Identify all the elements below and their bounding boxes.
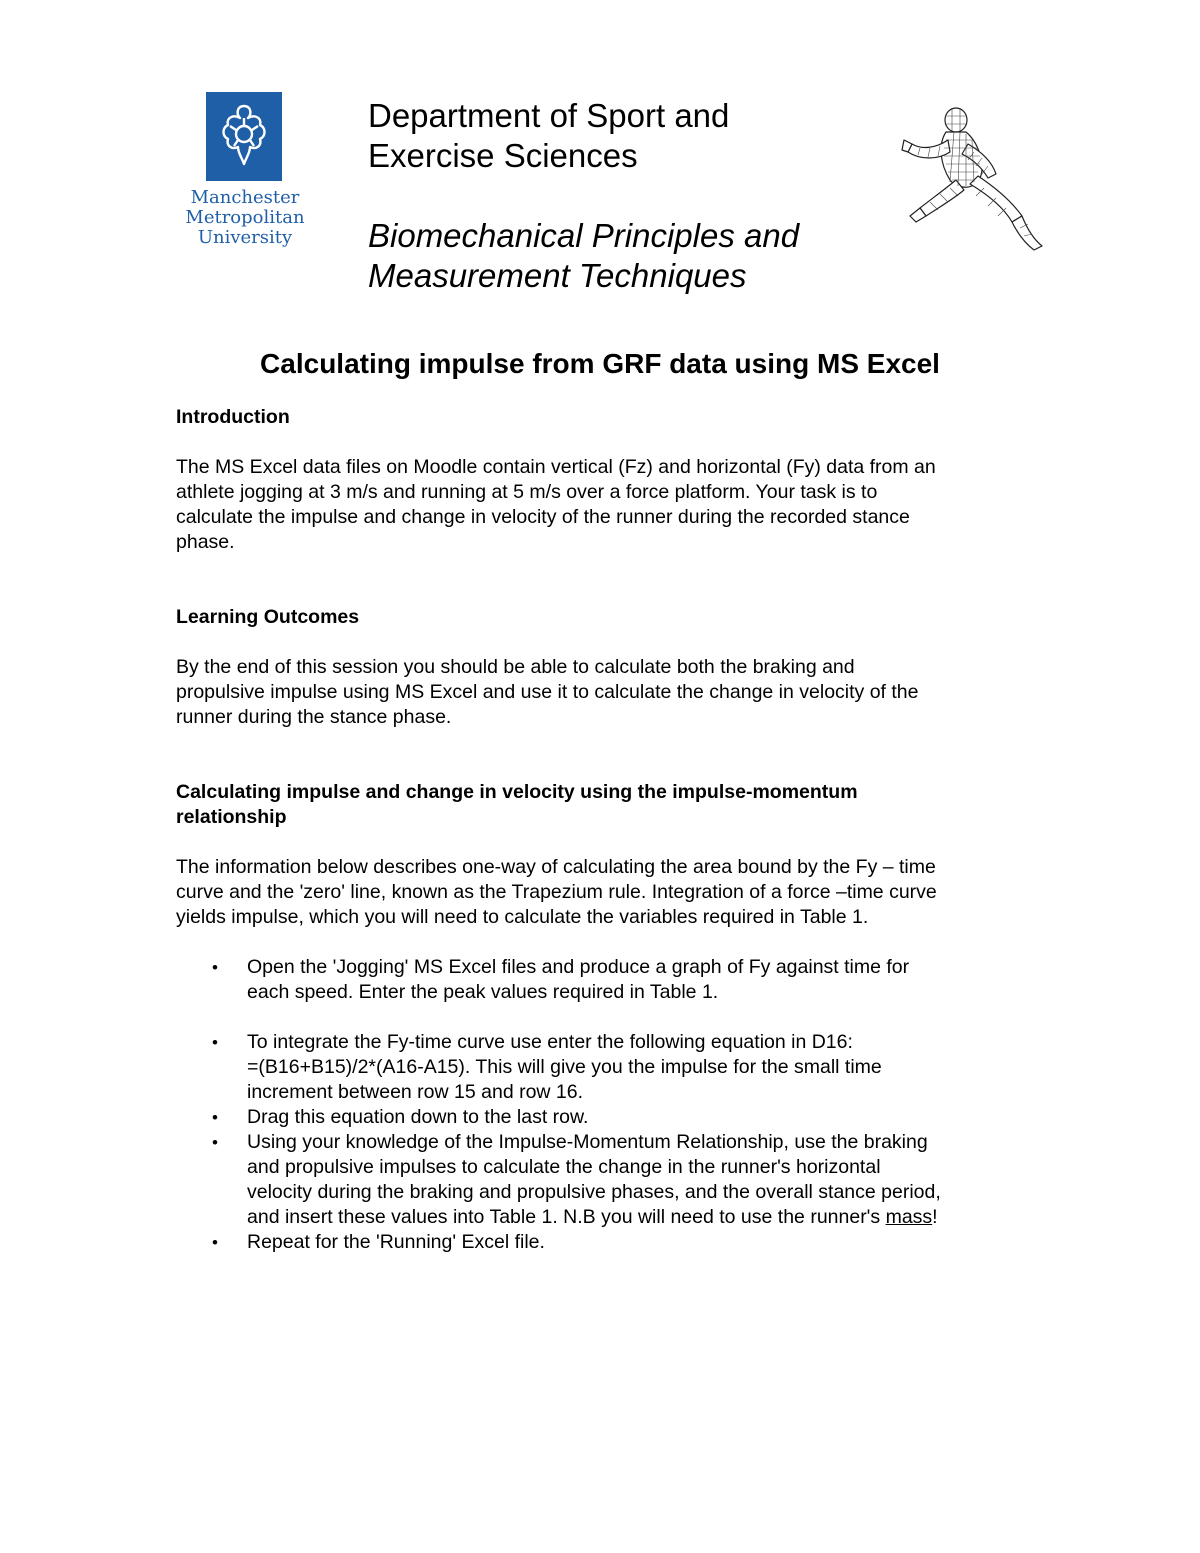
text-line [247,1205,1036,1230]
text-line: yields impulse, which you will need to calculate the variables required in Table 1. [176,906,869,928]
text-line: Using your knowledge of the Impulse-Momentum Relationship, use the braking [247,1131,928,1153]
bullet-icon: • [212,1133,218,1152]
introduction-heading: Introduction [176,406,290,428]
method-heading-line-2: relationship [176,806,287,828]
spacer [176,830,1036,855]
logo-line-1: Manchester [190,187,300,208]
bullet-icon: • [212,1033,218,1052]
text-line: runner during the stance phase. [176,706,452,728]
spacer [176,430,1036,455]
bullet-icon: • [212,1233,218,1252]
list-item [176,1030,1036,1105]
document-body [176,405,1036,1255]
text-line: By the end of this session you should be able to calculate both the braking and [176,656,855,678]
text-line: athlete jogging at 3 m/s and running at 5 m/s over a force platform. Your task is to [176,481,878,503]
text-line: Repeat for the 'Running' Excel file. [247,1231,545,1253]
spacer [176,630,1036,655]
department-line-1: Department of Sport and [368,97,730,134]
module-heading [368,216,888,296]
learning-outcomes-heading: Learning Outcomes [176,606,360,628]
wireframe-runner-icon [900,104,1046,252]
logo-line-3: University [197,227,293,248]
method-paragraph [176,855,1036,930]
logo-line-2: Metropolitan [185,207,305,228]
text-line: curve and the 'zero' line, known as the Trapezium rule. Integration of a force –time curve [176,881,937,903]
spacer [176,555,1036,605]
document-title: Calculating impulse from GRF data using MS Excel [260,348,940,379]
text-line: To integrate the Fy-time curve use enter the following equation in D16: [247,1031,853,1053]
department-line-2: Exercise Sciences [368,137,638,174]
spacer [176,1005,1036,1030]
text-line: increment between row 15 and row 16. [247,1081,584,1103]
list-item [176,1105,1036,1130]
text-line: calculate the impulse and change in velocity of the runner during the recorded stance [176,506,910,528]
text-line: =(B16+B15)/2*(A16-A15). This will give you the impulse for the small time [247,1056,882,1078]
module-line-2: Measurement Techniques [368,257,747,294]
text-line: and propulsive impulses to calculate the change in the runner's horizontal [247,1156,881,1178]
instruction-list [176,955,1036,1255]
underlined-mass: mass [885,1206,933,1228]
module-line-1: Biomechanical Principles and [368,217,800,254]
list-item [176,1230,1036,1255]
bullet-icon: • [212,1108,218,1127]
text-line: phase. [176,531,235,553]
text-line: propulsive impulse using MS Excel and use it to calculate the change in velocity of the [176,681,919,703]
text-line: Open the 'Jogging' MS Excel files and produce a graph of Fy against time for [247,956,910,978]
text-line: velocity during the braking and propulsive phases, and the overall stance period, [247,1181,941,1203]
text-line: Drag this equation down to the last row. [247,1106,589,1128]
logo-wordmark [184,188,306,248]
logo-emblem-icon [206,92,282,181]
list-item [176,1130,1036,1230]
bullet-icon: • [212,958,218,977]
list-item [176,955,1036,1005]
text-line: each speed. Enter the peak values required in Table 1. [247,981,719,1003]
spacer [176,730,1036,780]
method-heading-line-1: Calculating impulse and change in velocity using the impulse-momentum [176,781,858,803]
text-line: The information below describes one-way of calculating the area bound by the Fy – time [176,856,936,878]
introduction-paragraph [176,455,1036,555]
department-heading [368,96,808,176]
learning-outcomes-paragraph [176,655,1036,730]
method-heading [176,780,1036,830]
text-fragment: ! [932,1206,938,1228]
text-line: The MS Excel data files on Moodle contain vertical (Fz) and horizontal (Fy) data from an [176,456,936,478]
text-fragment: and insert these values into Table 1. N.B you will need to use the runner's [247,1206,886,1228]
spacer [176,930,1036,955]
university-logo [184,92,306,260]
